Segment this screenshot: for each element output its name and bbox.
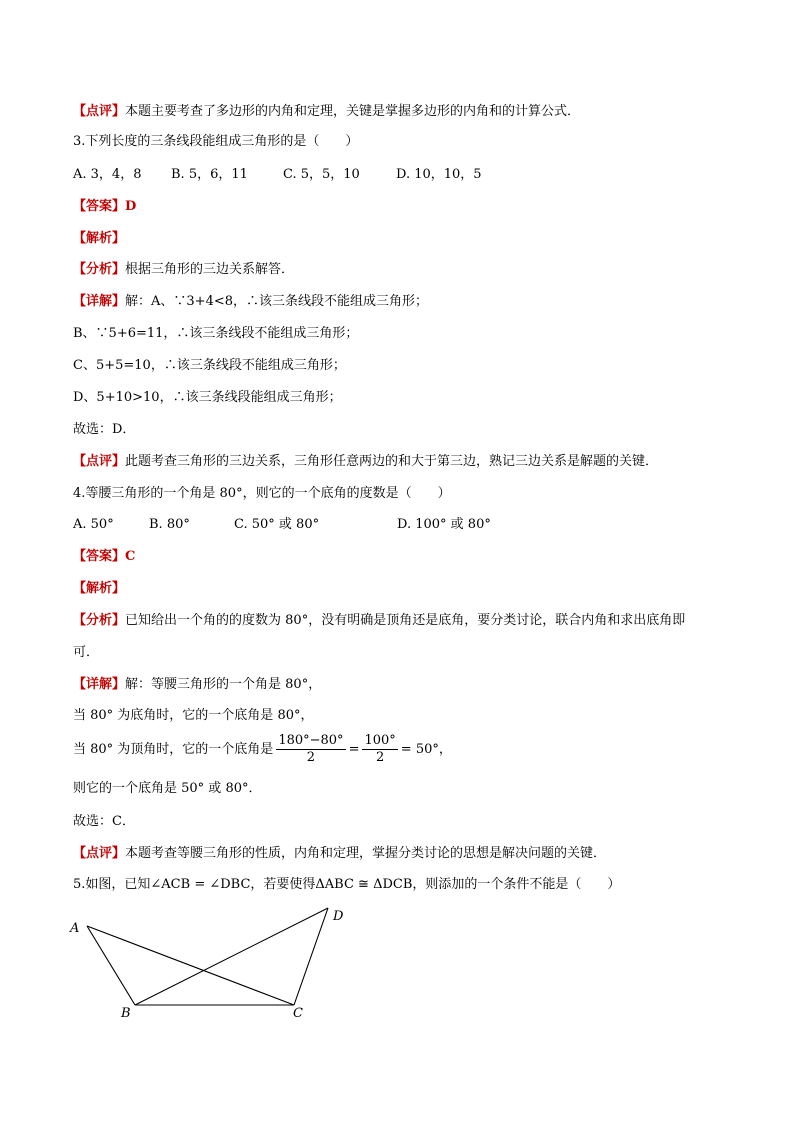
q4-stem: 4.等腰三角形的一个角是 80°，则它的一个底角的度数是（ ） — [73, 486, 451, 501]
answer-value: D — [125, 199, 137, 214]
fenxi-tag: 【分析】 — [73, 262, 126, 277]
q3-option-a: A. 3，4，8 — [73, 167, 142, 182]
label-a: A — [70, 921, 80, 936]
q4-line2-pre: 当 80° 为顶角时，它的一个底角是 — [73, 742, 274, 757]
fraction-2 — [362, 733, 397, 766]
label-c: C — [293, 1006, 303, 1021]
fenxi-text: 已知给出一个角的的度数为 80°，没有明确是顶角还是底角，要分类讨论，联合内角和求出底角即 — [125, 613, 686, 628]
q4-analysis — [73, 580, 125, 598]
q4-options — [73, 516, 491, 534]
segment-ab — [87, 926, 135, 1005]
fenxi-text: 根据三角形的三边关系解答． — [125, 262, 295, 277]
label-b: B — [121, 1006, 131, 1021]
q3-option-b: B. 5，6，11 — [171, 167, 248, 182]
answer-tag: 【答案】 — [73, 549, 126, 564]
answer-tag: 【答案】 — [73, 199, 126, 214]
q3-fenxi — [73, 261, 294, 279]
q3-option-d: D. 10，10，5 — [396, 167, 482, 182]
q3-line-b: B、∵5+6=11，∴该三条线段不能组成三角形； — [73, 326, 359, 341]
fenxi-tag: 【分析】 — [73, 613, 126, 628]
q4-line3: 则它的一个底角是 50° 或 80°． — [73, 781, 262, 796]
xiangjie-text: 解：等腰三角形的一个角是 80°， — [125, 677, 322, 692]
answer-value: C — [125, 549, 136, 564]
q5-stem: 5.如图，已知∠ACB = ∠DBC，若要使得ΔABC ≅ ΔDCB，则添加的一个条件不能是（ ） — [73, 877, 621, 892]
analysis-tag: 【解析】 — [73, 581, 126, 596]
segment-ac — [87, 926, 294, 1005]
q3-xiangjie — [73, 293, 428, 311]
review-text: 本题主要考查了多边形的内角和定理，关键是掌握多边形的内角和的计算公式． — [125, 104, 581, 119]
q4-option-a: A. 50° — [73, 517, 114, 532]
q4-fenxi-cont: 可． — [73, 645, 100, 660]
triangle-figure — [60, 900, 360, 1025]
q4-xiangjie — [73, 676, 321, 694]
q3-line-d: D、5+10>10，∴该三条线段能组成三角形； — [73, 390, 342, 405]
q3-stem: 3.下列长度的三条线段能组成三角形的是（ ） — [73, 134, 359, 149]
q4-fenxi — [73, 612, 685, 630]
xiangjie-text: 解：A、∵3+4<8，∴该三条线段不能组成三角形； — [125, 294, 429, 309]
q4-choice: 故选：C． — [73, 814, 135, 829]
q3-answer — [73, 198, 136, 216]
xiangjie-tag: 【详解】 — [73, 294, 126, 309]
fraction-1 — [276, 733, 345, 766]
analysis-tag: 【解析】 — [73, 231, 126, 246]
review-tag: 【点评】 — [73, 846, 126, 861]
q4-option-c: C. 50° 或 80° — [234, 517, 320, 532]
q4-option-d: D. 100° 或 80° — [397, 517, 491, 532]
review-text: 本题考查等腰三角形的性质，内角和定理，掌握分类讨论的思想是解决问题的关键． — [125, 846, 607, 861]
q4-line2: 当 80° 为顶角时，它的一个底角是 $\frac{180^\circ-80^\circ}{2}$ = $\frac{100^\circ}{2}$ = 50°， — [73, 733, 452, 765]
q3-option-c: C. 5，5，10 — [283, 167, 360, 182]
fraction-2-denominator: 2 — [375, 750, 385, 765]
label-d: D — [333, 909, 344, 924]
fraction-2-numerator: 100° — [364, 733, 396, 748]
q3-line-c: C、5+5=10，∴该三条线段不能组成三角形； — [73, 358, 346, 373]
q4-line1: 当 80° 为底角时，它的一个底角是 80°， — [73, 708, 314, 723]
q3-analysis — [73, 230, 125, 248]
q3-choice: 故选：D． — [73, 422, 136, 437]
q4-line2-post: = 50°， — [400, 742, 452, 757]
q4-answer — [73, 548, 135, 566]
q4-review — [73, 845, 606, 863]
q3-review — [73, 453, 658, 471]
fraction-1-numerator: 180°−80° — [278, 733, 344, 748]
review-tag: 【点评】 — [73, 454, 126, 469]
review-line — [73, 103, 580, 121]
review-tag: 【点评】 — [73, 104, 126, 119]
q4-option-b: B. 80° — [149, 517, 190, 532]
xiangjie-tag: 【详解】 — [73, 677, 126, 692]
fraction-1-denominator: 2 — [306, 750, 316, 765]
review-text: 此题考查三角形的三边关系，三角形任意两边的和大于第三边，熟记三边关系是解题的关键． — [125, 454, 659, 469]
q3-options — [73, 166, 482, 184]
